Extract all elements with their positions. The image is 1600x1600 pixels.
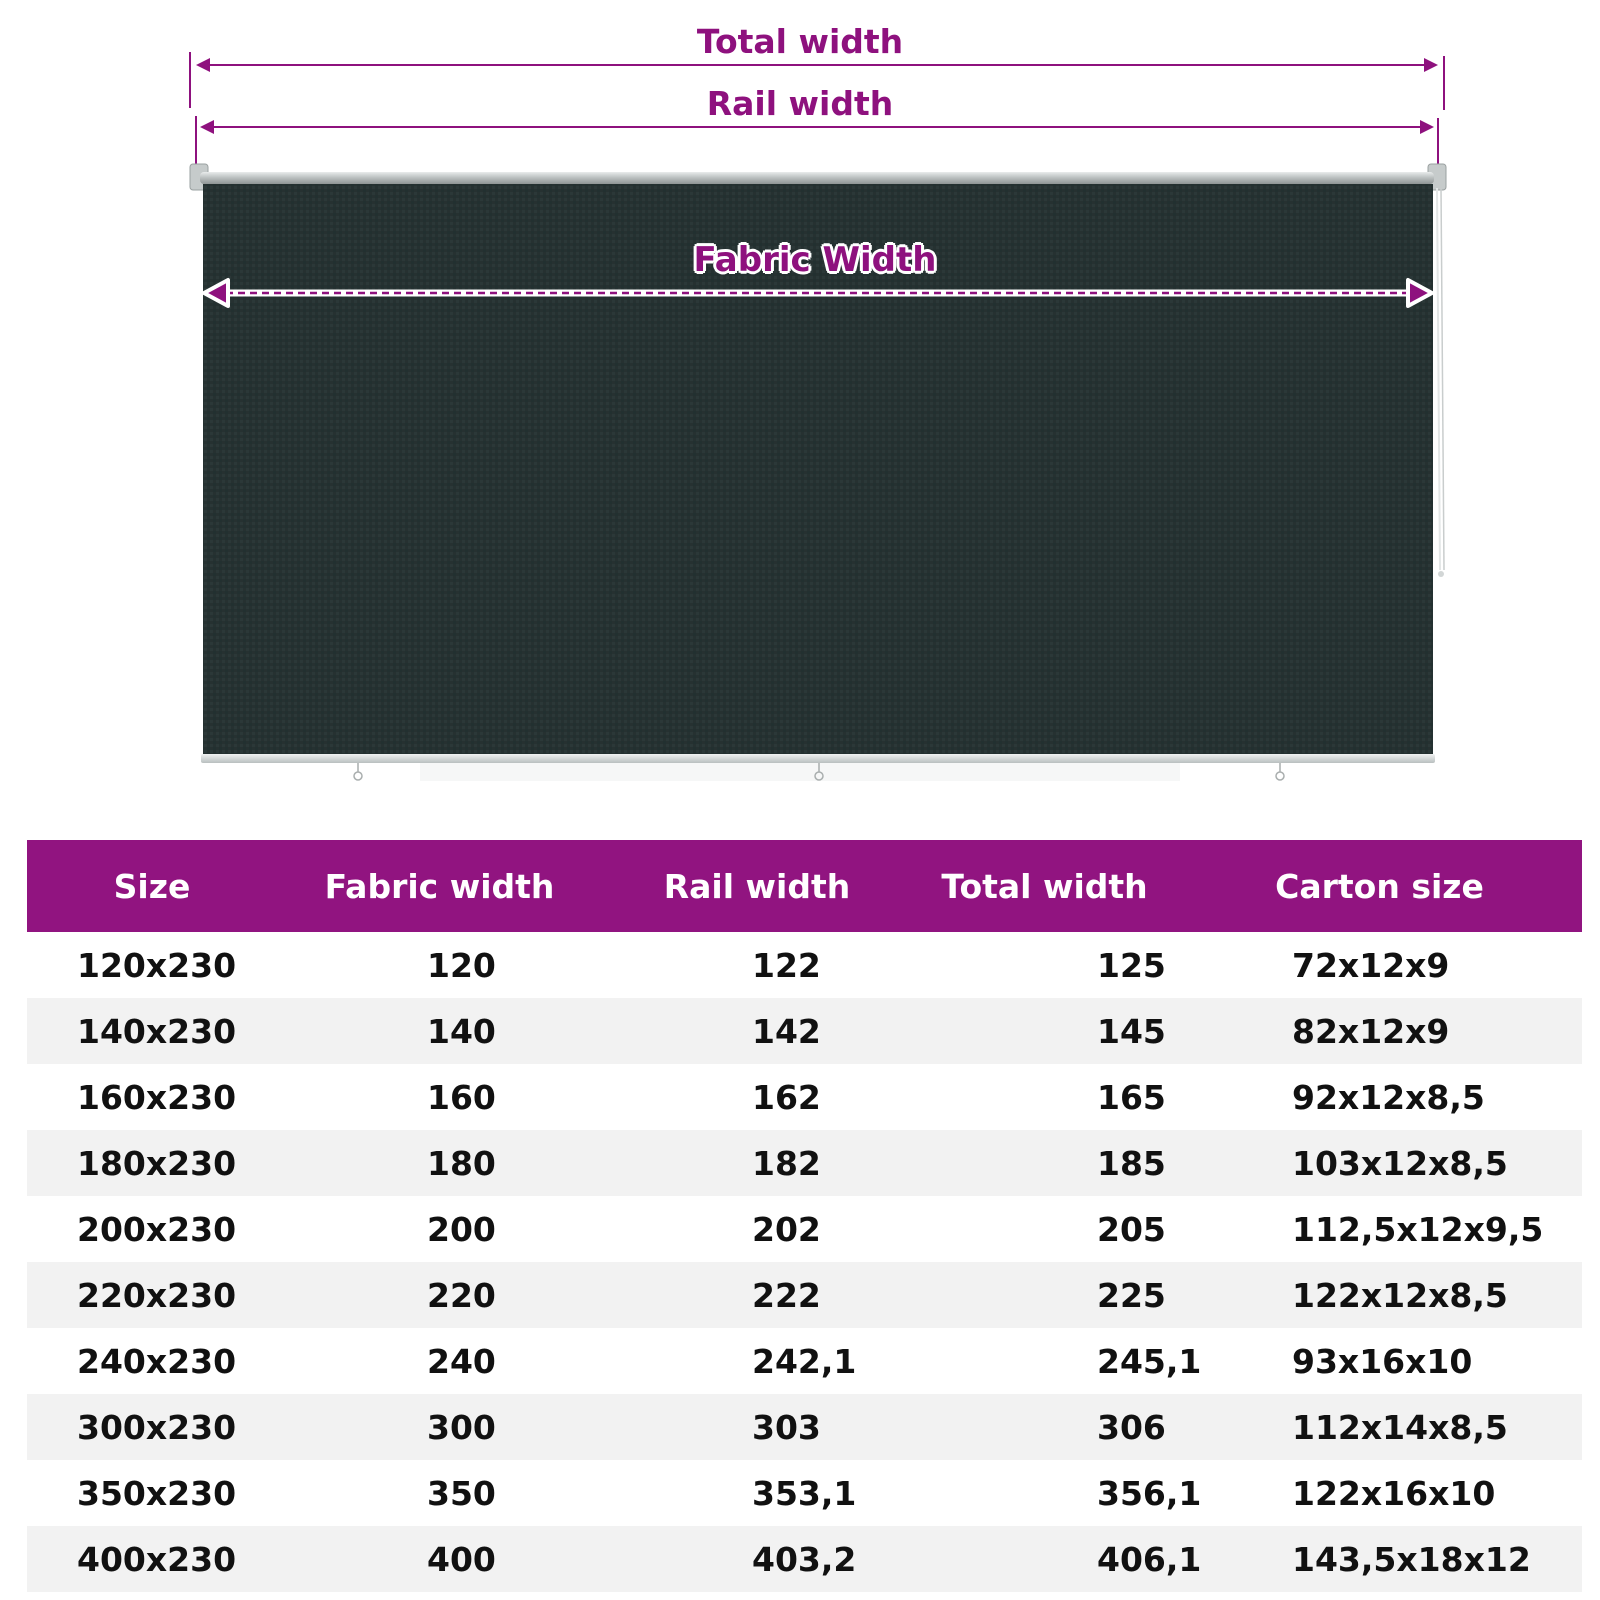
cell-total-width: 356,1 <box>912 1460 1177 1526</box>
cell-size: 180x230 <box>27 1130 277 1196</box>
cell-rail-width: 122 <box>602 932 912 998</box>
table-row <box>27 1394 1582 1460</box>
cell-carton-size: 122x12x8,5 <box>1177 1262 1582 1328</box>
cell-total-width: 245,1 <box>912 1328 1177 1394</box>
column-header-size: Size <box>27 840 277 932</box>
cell-rail-width: 182 <box>602 1130 912 1196</box>
cell-fabric-width: 220 <box>277 1262 602 1328</box>
cell-rail-width: 353,1 <box>602 1460 912 1526</box>
cell-size: 160x230 <box>27 1064 277 1130</box>
table-header-row <box>27 840 1582 932</box>
cell-carton-size: 92x12x8,5 <box>1177 1064 1582 1130</box>
table-row <box>27 1460 1582 1526</box>
cell-rail-width: 242,1 <box>602 1328 912 1394</box>
table-row <box>27 1328 1582 1394</box>
cell-fabric-width: 400 <box>277 1526 602 1592</box>
arrow-right-icon <box>1420 120 1434 134</box>
cell-fabric-width: 240 <box>277 1328 602 1394</box>
cell-size: 220x230 <box>27 1262 277 1328</box>
column-header-carton-size: Carton size <box>1177 840 1582 932</box>
cell-total-width: 145 <box>912 998 1177 1064</box>
cell-carton-size: 93x16x10 <box>1177 1328 1582 1394</box>
cell-carton-size: 112x14x8,5 <box>1177 1394 1582 1460</box>
table-row <box>27 1526 1582 1592</box>
table-row <box>27 932 1582 998</box>
column-header-fabric-width: Fabric width <box>277 840 602 932</box>
cell-rail-width: 142 <box>602 998 912 1064</box>
cell-total-width: 205 <box>912 1196 1177 1262</box>
cell-carton-size: 103x12x8,5 <box>1177 1130 1582 1196</box>
total-width-label: Total width <box>696 22 904 61</box>
fabric-width-label: Fabric Width <box>693 240 937 280</box>
cell-fabric-width: 300 <box>277 1394 602 1460</box>
cell-total-width: 165 <box>912 1064 1177 1130</box>
cell-size: 140x230 <box>27 998 277 1064</box>
arrow-left-icon <box>200 120 214 134</box>
bottom-bar <box>201 754 1435 781</box>
cell-size: 200x230 <box>27 1196 277 1262</box>
column-header-rail-width: Rail width <box>602 840 912 932</box>
cell-carton-size: 143,5x18x12 <box>1177 1526 1582 1592</box>
cell-rail-width: 403,2 <box>602 1526 912 1592</box>
table-row <box>27 1196 1582 1262</box>
cell-size: 400x230 <box>27 1526 277 1592</box>
column-header-total-width: Total width <box>912 840 1177 932</box>
table-row <box>27 1262 1582 1328</box>
cell-fabric-width: 120 <box>277 932 602 998</box>
arrow-left-icon <box>196 58 210 72</box>
pull-cord <box>1437 188 1444 577</box>
rail-width-label: Rail width <box>706 84 894 123</box>
cell-total-width: 125 <box>912 932 1177 998</box>
cell-rail-width: 202 <box>602 1196 912 1262</box>
cell-carton-size: 82x12x9 <box>1177 998 1582 1064</box>
size-specification-table <box>27 840 1582 1592</box>
cell-rail-width: 162 <box>602 1064 912 1130</box>
cell-fabric-width: 140 <box>277 998 602 1064</box>
cell-total-width: 185 <box>912 1130 1177 1196</box>
cell-size: 300x230 <box>27 1394 277 1460</box>
arrow-right-icon <box>1424 58 1438 72</box>
cell-fabric-width: 160 <box>277 1064 602 1130</box>
cell-size: 350x230 <box>27 1460 277 1526</box>
cell-fabric-width: 180 <box>277 1130 602 1196</box>
cell-rail-width: 303 <box>602 1394 912 1460</box>
cell-fabric-width: 350 <box>277 1460 602 1526</box>
cell-rail-width: 222 <box>602 1262 912 1328</box>
rail-width-dimension-line <box>196 116 1438 178</box>
table-row <box>27 1130 1582 1196</box>
cell-carton-size: 122x16x10 <box>1177 1460 1582 1526</box>
cell-total-width: 306 <box>912 1394 1177 1460</box>
cell-fabric-width: 200 <box>277 1196 602 1262</box>
cell-total-width: 225 <box>912 1262 1177 1328</box>
cell-total-width: 406,1 <box>912 1526 1177 1592</box>
cell-carton-size: 72x12x9 <box>1177 932 1582 998</box>
cell-carton-size: 112,5x12x9,5 <box>1177 1196 1582 1262</box>
table-row <box>27 998 1582 1064</box>
cell-size: 120x230 <box>27 932 277 998</box>
table-row <box>27 1064 1582 1130</box>
cell-size: 240x230 <box>27 1328 277 1394</box>
